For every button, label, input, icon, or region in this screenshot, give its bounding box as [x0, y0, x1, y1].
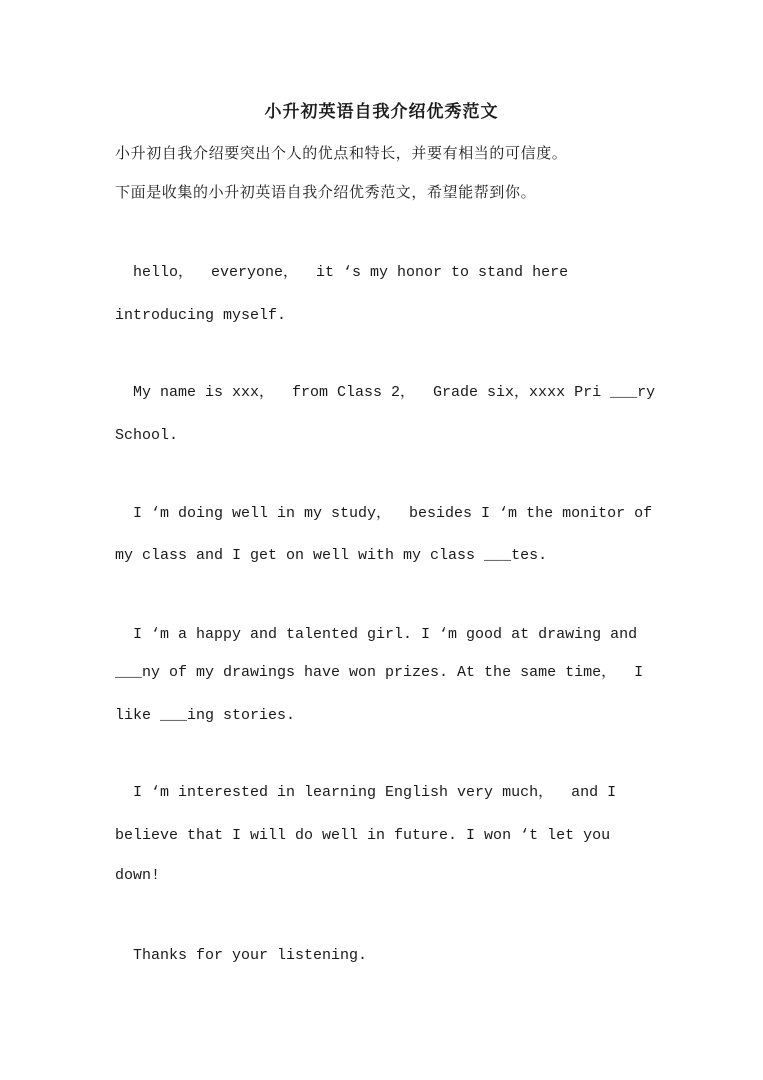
- paragraph-2-line-2: School.: [115, 427, 179, 444]
- paragraph-6-line-1: Thanks for your listening.: [115, 947, 368, 964]
- intro-line-1: 小升初自我介绍要突出个人的优点和特长，并要有相当的可信度。: [115, 144, 568, 162]
- paragraph-4-line-2: ___ny of my drawings have won prizes. At the same time， I: [115, 664, 644, 681]
- paragraph-5-line-1: I ‘m interested in learning English very much， and I: [115, 784, 617, 801]
- paragraph-4-line-1: I ‘m a happy and talented girl. I ‘m good at drawing and: [115, 626, 638, 643]
- paragraph-4-line-3: like ___ing stories.: [115, 707, 296, 724]
- paragraph-1-line-1: hello， everyone， it ‘s my honor to stand here: [115, 264, 569, 281]
- paragraph-5-line-2: believe that I will do well in future. I won ‘t let you: [115, 827, 611, 844]
- paragraph-3-line-2: my class and I get on well with my class ___tes.: [115, 547, 548, 564]
- paragraph-1-line-2: introducing myself.: [115, 307, 287, 324]
- paragraph-5-line-3: down!: [115, 867, 161, 884]
- paragraph-3-line-1: I ‘m doing well in my study， besides I ‘m the monitor of: [115, 505, 653, 522]
- intro-line-2: 下面是收集的小升初英语自我介绍优秀范文，希望能帮到你。: [115, 183, 537, 201]
- paragraph-2-line-1: My name is xxx， from Class 2， Grade six，xxxx Pri ___ry: [115, 384, 656, 401]
- document-title: 小升初英语自我介绍优秀范文: [264, 102, 499, 122]
